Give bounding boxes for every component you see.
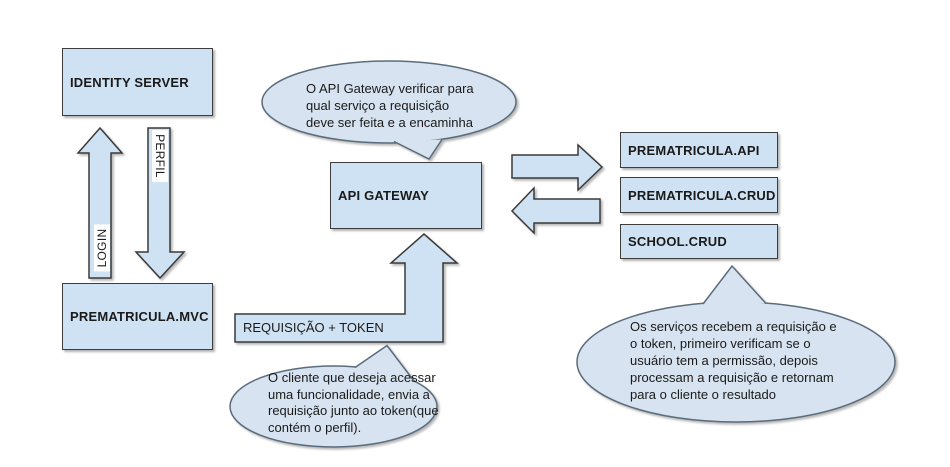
prematricula-api-box xyxy=(620,132,778,168)
gateway-note-text xyxy=(306,80,474,131)
services-note-line: para o cliente o resultado xyxy=(630,387,776,402)
services-note-line: processam a requisição e retornam xyxy=(630,370,834,385)
gateway-note-line: O API Gateway verificar para xyxy=(306,81,474,96)
services-note-text xyxy=(630,318,837,403)
perfil-label: PERFIL xyxy=(152,130,168,182)
prematricula-mvc-label: PREMATRICULA.MVC xyxy=(70,309,209,324)
gateway-note-line: qual serviço a requisição xyxy=(306,98,450,113)
prematricula-api-label: PREMATRICULA.API xyxy=(628,142,760,158)
services-note-line: usuário tem a permissão, depois xyxy=(630,353,818,368)
identity-server-label: IDENTITY SERVER xyxy=(70,74,189,90)
client-note-line: uma funcionalidade, envia a xyxy=(268,386,430,402)
client-note-line: contém o perfil). xyxy=(268,419,362,435)
services-note-line: o token, primeiro verificam se o xyxy=(630,336,811,351)
client-note-text xyxy=(268,370,439,436)
gateway-note-line: deve ser feita e a encaminha xyxy=(306,115,473,130)
requisicao-token-label: REQUISIÇÃO + TOKEN xyxy=(243,320,384,335)
client-note-line: O cliente que deseja acessar xyxy=(268,370,436,385)
api-gateway-label: API GATEWAY xyxy=(338,188,430,203)
services-note-line: Os serviços recebem a requisição e xyxy=(630,319,837,334)
prematricula-crud-box xyxy=(620,177,778,213)
client-note-line: requisição junto ao token(que xyxy=(268,403,439,418)
school-crud-box xyxy=(620,224,778,259)
school-crud-label: SCHOOL.CRUD xyxy=(628,234,727,249)
prematricula-mvc-box xyxy=(62,283,213,350)
login-label: LOGIN xyxy=(94,225,110,272)
identity-server-box xyxy=(62,48,213,116)
services-to-gateway-arrow xyxy=(512,188,600,233)
gateway-to-services-arrow xyxy=(512,145,602,190)
api-gateway-box xyxy=(330,162,482,229)
prematricula-crud-label: PREMATRICULA.CRUD xyxy=(628,187,776,203)
